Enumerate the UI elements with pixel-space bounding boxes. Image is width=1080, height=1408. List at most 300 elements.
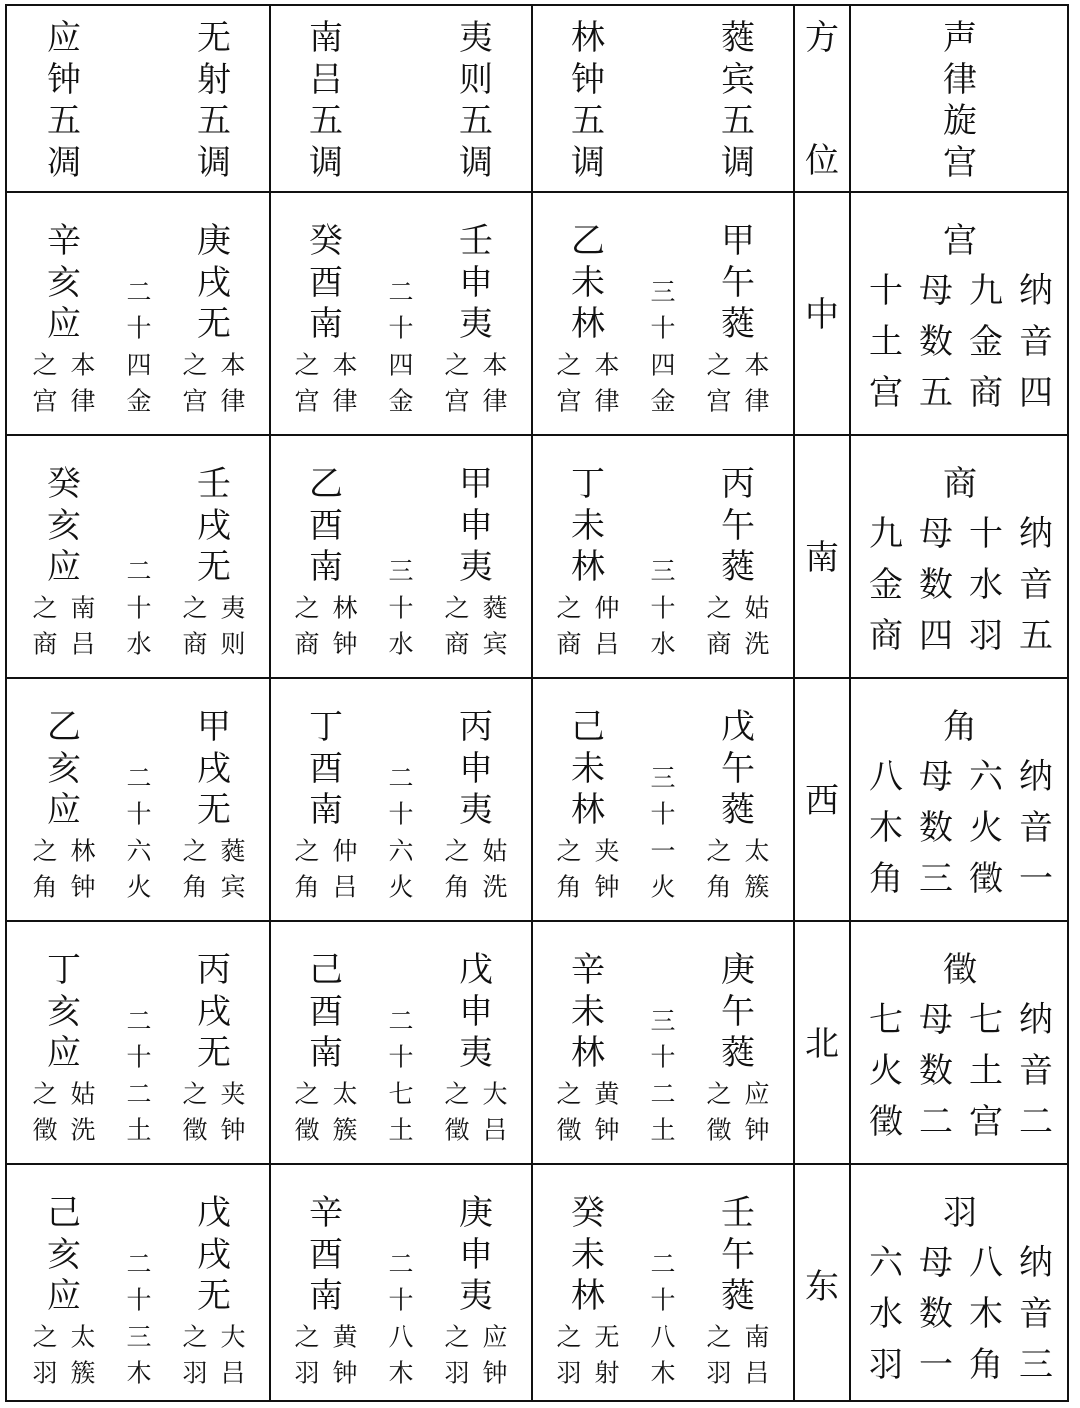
cell-middle-count: 火 — [388, 872, 414, 902]
cell-right-note: 应 — [482, 1322, 508, 1352]
header-key-right-0-char: 五 — [197, 101, 231, 141]
cell-left-note: 钟 — [332, 629, 358, 659]
cell-left-note: 吕 — [332, 872, 358, 902]
cell-right-note: 羽 — [182, 1358, 208, 1388]
nayin-char: 一 — [1019, 859, 1053, 899]
cell-left-main-char: 酉 — [309, 262, 343, 303]
nayin-char: 金 — [969, 322, 1003, 362]
cell-left-note: 商 — [32, 629, 58, 659]
header-key-left-0-char: 钟 — [47, 59, 81, 100]
cell-left-note: 夹 — [594, 836, 620, 866]
cell-right-note: 应 — [744, 1079, 770, 1109]
nayin-char: 数 — [919, 1294, 953, 1334]
header-key-right-0-char: 射 — [197, 59, 231, 100]
cell-right-note: 本 — [744, 350, 770, 380]
cell-right-note: 簇 — [744, 872, 770, 902]
cell-left-note: 之 — [294, 1079, 320, 1109]
cell-middle-count: 十 — [388, 799, 414, 829]
cell-left-note: 吕 — [70, 629, 96, 659]
cell-right-note: 洗 — [744, 629, 770, 659]
cell-right-note: 大 — [482, 1079, 508, 1109]
cell-left-main-char: 乙 — [47, 707, 81, 747]
header-key-right-1-char: 调 — [459, 142, 493, 183]
row-divider — [7, 920, 1067, 922]
cell-middle-count: 十 — [388, 313, 414, 343]
cell-left-note: 吕 — [594, 629, 620, 659]
cell-middle-count: 一 — [650, 836, 676, 865]
nayin-char: 土 — [969, 1051, 1003, 1091]
cell-right-note: 本 — [220, 350, 246, 380]
cell-middle-count: 金 — [650, 386, 676, 416]
tone-label: 羽 — [943, 1193, 977, 1233]
cell-right-main-char: 午 — [721, 262, 755, 303]
cell-left-main-char: 林 — [571, 1033, 605, 1073]
direction-label: 中 — [805, 295, 839, 335]
cell-middle-count: 二 — [388, 1249, 414, 1278]
column-divider — [793, 6, 795, 1400]
cell-right-main-char: 申 — [459, 748, 493, 789]
nayin-char: 三 — [1019, 1345, 1053, 1385]
cell-right-main-char: 午 — [721, 505, 755, 546]
cell-left-note: 羽 — [32, 1358, 58, 1388]
cell-right-main-char: 甲 — [459, 464, 493, 504]
cell-middle-count: 八 — [650, 1322, 676, 1351]
cell-right-note: 羽 — [706, 1358, 732, 1388]
nayin-char: 角 — [869, 859, 903, 899]
cell-right-note: 羽 — [444, 1358, 470, 1388]
cell-right-main-char: 夷 — [459, 1033, 493, 1073]
nayin-char: 音 — [1019, 808, 1053, 848]
cell-left-note: 之 — [556, 593, 582, 623]
cell-left-note: 射 — [594, 1358, 620, 1388]
cell-middle-count: 十 — [126, 1285, 152, 1315]
tone-label: 徵 — [943, 950, 977, 990]
cell-middle-count: 十 — [126, 799, 152, 829]
nayin-char: 火 — [869, 1051, 903, 1091]
cell-right-main-char: 无 — [197, 304, 231, 344]
cell-right-main-char: 夷 — [459, 304, 493, 344]
nayin-char: 二 — [919, 1102, 953, 1142]
cell-left-main-char: 林 — [571, 547, 605, 587]
cell-left-note: 之 — [32, 1322, 58, 1352]
cell-right-note: 蕤 — [482, 593, 508, 623]
cell-left-main-char: 辛 — [571, 950, 605, 990]
cell-right-note: 之 — [706, 350, 732, 380]
nayin-char: 水 — [969, 565, 1003, 605]
nayin-char: 六 — [969, 757, 1003, 797]
cell-right-main-char: 甲 — [197, 707, 231, 747]
cell-left-note: 商 — [556, 629, 582, 659]
cell-middle-count: 木 — [388, 1358, 414, 1388]
cell-left-note: 宫 — [294, 386, 320, 416]
cell-right-main-char: 戌 — [197, 991, 231, 1032]
cell-right-note: 钟 — [482, 1358, 508, 1388]
nayin-char: 纳 — [1019, 1000, 1053, 1040]
cell-left-note: 钟 — [594, 872, 620, 902]
header-key-right-2-char: 宾 — [721, 59, 755, 100]
cell-left-main-char: 辛 — [47, 221, 81, 261]
direction-label: 北 — [805, 1024, 839, 1064]
nayin-char: 金 — [869, 565, 903, 605]
cell-left-note: 林 — [332, 593, 358, 623]
cell-right-main-char: 甲 — [721, 221, 755, 261]
header-key-right-1-char: 五 — [459, 101, 493, 141]
cell-middle-count: 水 — [388, 629, 414, 659]
cell-right-note: 之 — [182, 1322, 208, 1352]
cell-middle-count: 二 — [388, 277, 414, 306]
cell-left-note: 簇 — [70, 1358, 96, 1388]
nayin-char: 七 — [869, 1000, 903, 1040]
nayin-char: 七 — [969, 1000, 1003, 1040]
cell-middle-count: 七 — [388, 1079, 414, 1108]
nayin-char: 火 — [969, 808, 1003, 848]
cell-right-note: 商 — [706, 629, 732, 659]
cell-right-note: 宫 — [182, 386, 208, 416]
cell-left-note: 角 — [556, 872, 582, 902]
nayin-char: 数 — [919, 1051, 953, 1091]
header-key-right-2-char: 五 — [721, 101, 755, 141]
cell-middle-count: 三 — [388, 556, 414, 586]
cell-right-note: 洗 — [482, 872, 508, 902]
cell-left-note: 之 — [294, 350, 320, 380]
cell-middle-count: 三 — [126, 1322, 152, 1351]
header-key-left-0-char: 应 — [47, 18, 81, 58]
cell-right-note: 吕 — [482, 1115, 508, 1145]
header-key-left-0-char: 五 — [47, 101, 81, 141]
cell-right-main-char: 庚 — [721, 950, 755, 990]
cell-left-main-char: 酉 — [309, 748, 343, 789]
cell-left-main-char: 丁 — [571, 464, 605, 504]
cell-left-note: 宫 — [32, 386, 58, 416]
cell-right-note: 之 — [182, 1079, 208, 1109]
nayin-char: 数 — [919, 808, 953, 848]
cell-middle-count: 三 — [650, 277, 676, 306]
cell-left-note: 黄 — [332, 1322, 358, 1352]
cell-right-note: 吕 — [220, 1358, 246, 1388]
nayin-char: 十 — [969, 514, 1003, 554]
cell-left-note: 南 — [70, 593, 96, 623]
header-key-right-1-char: 则 — [459, 59, 493, 100]
cell-right-note: 之 — [444, 350, 470, 380]
cell-left-note: 律 — [332, 386, 358, 416]
nayin-char: 母 — [919, 1000, 953, 1040]
cell-middle-count: 水 — [650, 629, 676, 659]
nayin-char: 九 — [969, 271, 1003, 311]
cell-left-main-char: 乙 — [309, 464, 343, 504]
cell-left-main-char: 亥 — [47, 991, 81, 1032]
cell-right-note: 宾 — [220, 872, 246, 902]
cell-middle-count: 木 — [650, 1358, 676, 1388]
cell-middle-count: 十 — [650, 593, 676, 622]
cell-left-main-char: 应 — [47, 304, 81, 344]
cell-left-main-char: 未 — [571, 262, 605, 303]
cell-left-main-char: 乙 — [571, 221, 605, 261]
cell-right-note: 蕤 — [220, 836, 246, 866]
nayin-char: 羽 — [869, 1345, 903, 1385]
cell-left-main-char: 丁 — [47, 950, 81, 990]
cell-right-note: 角 — [182, 872, 208, 902]
cell-right-main-char: 蕤 — [721, 1276, 755, 1316]
header-title-char: 声 — [943, 18, 977, 58]
row-divider — [7, 191, 1067, 193]
cell-left-main-char: 亥 — [47, 748, 81, 789]
cell-right-main-char: 丙 — [459, 707, 493, 747]
cell-left-note: 羽 — [556, 1358, 582, 1388]
cell-left-note: 之 — [32, 1079, 58, 1109]
cell-left-note: 仲 — [332, 836, 358, 866]
cell-left-main-char: 未 — [571, 991, 605, 1032]
nayin-char: 九 — [869, 514, 903, 554]
cell-left-main-char: 癸 — [309, 221, 343, 261]
cell-left-note: 钟 — [594, 1115, 620, 1145]
direction-label: 东 — [805, 1267, 839, 1307]
cell-left-note: 律 — [70, 386, 96, 416]
cell-right-main-char: 戌 — [197, 505, 231, 546]
cell-right-main-char: 蕤 — [721, 304, 755, 344]
cell-left-main-char: 酉 — [309, 505, 343, 546]
cell-right-note: 吕 — [744, 1358, 770, 1388]
nayin-char: 水 — [869, 1294, 903, 1334]
tone-label: 角 — [943, 707, 977, 747]
cell-right-main-char: 庚 — [197, 221, 231, 261]
cell-middle-count: 十 — [388, 593, 414, 622]
cell-right-note: 徵 — [182, 1115, 208, 1145]
nayin-char: 音 — [1019, 322, 1053, 362]
cell-middle-count: 十 — [126, 1042, 152, 1072]
cell-right-main-char: 夷 — [459, 1276, 493, 1316]
cell-right-main-char: 蕤 — [721, 790, 755, 830]
nayin-char: 四 — [1019, 373, 1053, 413]
cell-right-note: 商 — [182, 629, 208, 659]
cell-middle-count: 二 — [650, 1249, 676, 1278]
cell-right-main-char: 无 — [197, 1033, 231, 1073]
cell-left-note: 羽 — [294, 1358, 320, 1388]
cell-right-main-char: 蕤 — [721, 547, 755, 587]
cell-left-main-char: 南 — [309, 1033, 343, 1073]
nayin-char: 四 — [919, 616, 953, 656]
cell-left-main-char: 癸 — [571, 1193, 605, 1233]
cell-left-note: 本 — [594, 350, 620, 380]
header-key-right-2-char: 调 — [721, 142, 755, 183]
nayin-char: 角 — [969, 1345, 1003, 1385]
cell-left-main-char: 己 — [309, 950, 343, 990]
cell-left-main-char: 己 — [47, 1193, 81, 1233]
nayin-char: 十 — [869, 271, 903, 311]
cell-right-note: 律 — [482, 386, 508, 416]
header-key-left-2-char: 五 — [571, 101, 605, 141]
cell-left-note: 林 — [70, 836, 96, 866]
cell-middle-count: 火 — [650, 872, 676, 902]
cell-left-note: 之 — [556, 350, 582, 380]
cell-right-note: 钟 — [744, 1115, 770, 1145]
cell-middle-count: 二 — [388, 1006, 414, 1035]
nayin-char: 土 — [869, 322, 903, 362]
cell-middle-count: 十 — [650, 1285, 676, 1315]
nayin-char: 宫 — [969, 1102, 1003, 1142]
cell-left-note: 宫 — [556, 386, 582, 416]
header-title-char: 旋 — [943, 101, 977, 141]
cell-left-note: 之 — [294, 593, 320, 623]
cell-middle-count: 十 — [126, 593, 152, 622]
cell-left-note: 之 — [32, 836, 58, 866]
nayin-char: 母 — [919, 271, 953, 311]
cell-right-main-char: 申 — [459, 262, 493, 303]
cell-right-note: 南 — [744, 1322, 770, 1352]
cell-middle-count: 二 — [126, 556, 152, 586]
cell-left-note: 仲 — [594, 593, 620, 623]
cell-left-main-char: 未 — [571, 748, 605, 789]
nayin-char: 纳 — [1019, 757, 1053, 797]
cell-right-note: 之 — [444, 836, 470, 866]
header-title-char: 律 — [943, 59, 977, 100]
nayin-char: 羽 — [969, 616, 1003, 656]
cell-right-note: 之 — [444, 593, 470, 623]
nayin-char: 三 — [919, 859, 953, 899]
cell-left-note: 之 — [32, 350, 58, 380]
nayin-char: 音 — [1019, 1051, 1053, 1091]
header-key-right-1-char: 夷 — [459, 18, 493, 58]
cell-right-note: 之 — [444, 1322, 470, 1352]
tone-label: 商 — [943, 464, 977, 504]
cell-middle-count: 四 — [126, 350, 152, 379]
cell-right-main-char: 戊 — [459, 950, 493, 990]
cell-middle-count: 十 — [650, 1042, 676, 1072]
cell-middle-count: 十 — [388, 1042, 414, 1072]
cell-right-main-char: 戌 — [197, 1234, 231, 1275]
nayin-char: 木 — [869, 808, 903, 848]
cell-right-note: 宾 — [482, 629, 508, 659]
cell-left-note: 无 — [594, 1322, 620, 1352]
cell-right-main-char: 壬 — [721, 1193, 755, 1233]
cell-left-note: 本 — [332, 350, 358, 380]
nayin-char: 宫 — [869, 373, 903, 413]
nayin-char: 六 — [869, 1243, 903, 1283]
cell-right-note: 律 — [744, 386, 770, 416]
cell-right-note: 之 — [706, 593, 732, 623]
cell-right-main-char: 无 — [197, 790, 231, 830]
cell-left-main-char: 林 — [571, 790, 605, 830]
cell-left-note: 钟 — [70, 872, 96, 902]
cell-right-note: 夹 — [220, 1079, 246, 1109]
cell-right-main-char: 夷 — [459, 790, 493, 830]
cell-right-main-char: 午 — [721, 991, 755, 1032]
nayin-char: 木 — [969, 1294, 1003, 1334]
nayin-char: 音 — [1019, 565, 1053, 605]
cell-left-main-char: 林 — [571, 1276, 605, 1316]
column-divider — [849, 6, 851, 1400]
cell-right-note: 之 — [706, 1322, 732, 1352]
nayin-char: 徵 — [869, 1102, 903, 1142]
cell-right-note: 角 — [706, 872, 732, 902]
cell-right-main-char: 申 — [459, 505, 493, 546]
nayin-char: 音 — [1019, 1294, 1053, 1334]
cell-right-note: 则 — [220, 629, 246, 659]
cell-right-main-char: 戌 — [197, 748, 231, 789]
cell-right-main-char: 申 — [459, 1234, 493, 1275]
cell-right-note: 之 — [706, 1079, 732, 1109]
cell-left-main-char: 应 — [47, 547, 81, 587]
header-key-left-1-char: 南 — [309, 18, 343, 58]
cell-right-main-char: 壬 — [459, 221, 493, 261]
header-key-right-0-char: 调 — [197, 142, 231, 183]
cell-middle-count: 二 — [388, 763, 414, 792]
cell-left-note: 商 — [294, 629, 320, 659]
cell-right-note: 之 — [706, 836, 732, 866]
nayin-char: 商 — [969, 373, 1003, 413]
cell-middle-count: 十 — [650, 313, 676, 343]
cell-left-note: 角 — [32, 872, 58, 902]
cell-right-main-char: 戌 — [197, 262, 231, 303]
cell-right-note: 太 — [744, 836, 770, 866]
nayin-char: 五 — [919, 373, 953, 413]
cell-left-main-char: 未 — [571, 1234, 605, 1275]
row-divider — [7, 434, 1067, 436]
cell-left-note: 姑 — [70, 1079, 96, 1109]
header-key-left-1-char: 吕 — [309, 59, 343, 100]
cell-right-main-char: 壬 — [197, 464, 231, 504]
cell-right-note: 大 — [220, 1322, 246, 1352]
cell-middle-count: 二 — [126, 1249, 152, 1278]
cell-left-note: 之 — [294, 1322, 320, 1352]
cell-left-note: 簇 — [332, 1115, 358, 1145]
cell-right-main-char: 庚 — [459, 1193, 493, 1233]
header-key-left-1-char: 五 — [309, 101, 343, 141]
cell-left-main-char: 南 — [309, 547, 343, 587]
cell-middle-count: 水 — [126, 629, 152, 659]
cell-left-note: 徵 — [32, 1115, 58, 1145]
cell-left-main-char: 林 — [571, 304, 605, 344]
cell-right-note: 姑 — [482, 836, 508, 866]
nayin-char: 纳 — [1019, 1243, 1053, 1283]
nayin-char: 一 — [919, 1345, 953, 1385]
cell-left-main-char: 亥 — [47, 262, 81, 303]
cell-middle-count: 二 — [126, 1079, 152, 1108]
cell-middle-count: 二 — [126, 763, 152, 792]
cell-left-note: 徵 — [556, 1115, 582, 1145]
cell-middle-count: 四 — [388, 350, 414, 379]
cell-right-note: 宫 — [444, 386, 470, 416]
cell-right-note: 之 — [182, 350, 208, 380]
nayin-char: 母 — [919, 757, 953, 797]
direction-label: 南 — [805, 538, 839, 578]
cell-left-note: 之 — [556, 1322, 582, 1352]
cell-right-main-char: 申 — [459, 991, 493, 1032]
cell-right-main-char: 无 — [197, 1276, 231, 1316]
cell-left-main-char: 丁 — [309, 707, 343, 747]
cell-right-note: 角 — [444, 872, 470, 902]
cell-middle-count: 三 — [650, 763, 676, 792]
cell-left-note: 之 — [556, 836, 582, 866]
cell-left-note: 之 — [294, 836, 320, 866]
cell-right-note: 宫 — [706, 386, 732, 416]
cell-right-main-char: 戊 — [721, 707, 755, 747]
cell-left-note: 徵 — [294, 1115, 320, 1145]
cell-left-main-char: 未 — [571, 505, 605, 546]
cell-middle-count: 十 — [126, 313, 152, 343]
cell-left-main-char: 亥 — [47, 1234, 81, 1275]
cell-left-note: 黄 — [594, 1079, 620, 1109]
nayin-char: 母 — [919, 514, 953, 554]
nayin-char: 八 — [969, 1243, 1003, 1283]
cell-right-note: 之 — [182, 593, 208, 623]
cell-left-main-char: 辛 — [309, 1193, 343, 1233]
header-position-label: 位 — [805, 141, 839, 181]
cell-right-note: 徵 — [444, 1115, 470, 1145]
music-theory-table — [5, 4, 1069, 1402]
row-divider — [7, 1163, 1067, 1165]
cell-right-note: 之 — [444, 1079, 470, 1109]
cell-middle-count: 十 — [388, 1285, 414, 1315]
